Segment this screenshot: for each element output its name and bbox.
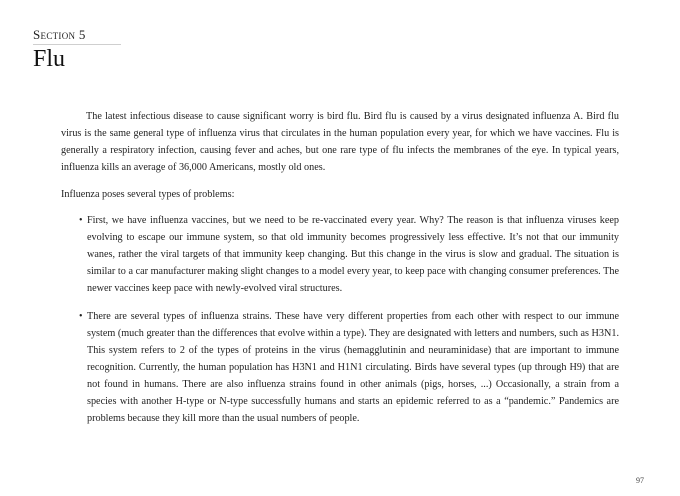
- list-item: [61, 212, 619, 297]
- list-item-text: There are several types of influenza strains. These have very different properties from each other with respect to our immune system (much greater than the differences that evolve within a type). They are designated with letters and numbers, such as H3N1. This system refers to 2 of the types of proteins in the virus (hemagglutinin and neuraminidase) that are important to immune recognition. Currently, the human population has H3N1 and H1N1 circulating. Birds have several types (up through H9) that are not found in humans. There are also influenza strains found in other animals (pigs, horses, ...) Occasionally, a strain from a species with another H-type or N-type successfully humans and starts an epidemic referred to as a “pandemic.” Pandemics are problems because they kill more than the usual numbers of people.: [87, 311, 619, 424]
- body-content: [61, 108, 619, 427]
- section-label: Section 5: [33, 27, 86, 42]
- chapter-title: Flu: [33, 46, 66, 72]
- bullet-icon: •: [79, 215, 83, 226]
- intro-paragraph: The latest infectious disease to cause significant worry is bird flu. Bird flu is caused by a virus designated influenza A. Bird flu virus is the same general type of influenza virus that circulates in the human population every year, for which we have vaccines. Flu is generally a respiratory infection, causing fever and aches, but one rare type of flu infects the membranes of the eye. In typical years, influenza kills an average of 36,000 Americans, mostly old ones.: [61, 111, 619, 173]
- list-item: [61, 308, 619, 427]
- page-number: 97: [636, 476, 644, 485]
- bullet-icon: •: [79, 311, 83, 322]
- list-item-text: First, we have influenza vaccines, but we need to be re-vaccinated every year. Why? The reason is that influenza viruses keep evolving to escape our immune system, so that old immunity becomes progressively less effective. It’s not that our immunity wanes, rather the viral targets of that immunity keep changing. But this change in the virus is slow and gradual. The situation is similar to a car manufacturer making slight changes to a model every year, to keep pace with changing consumer preferences. The newer vaccines keep pace with newly-evolved viral structures.: [87, 215, 619, 294]
- problems-intro: Influenza poses several types of problems:: [61, 189, 235, 200]
- problems-list: [61, 212, 619, 427]
